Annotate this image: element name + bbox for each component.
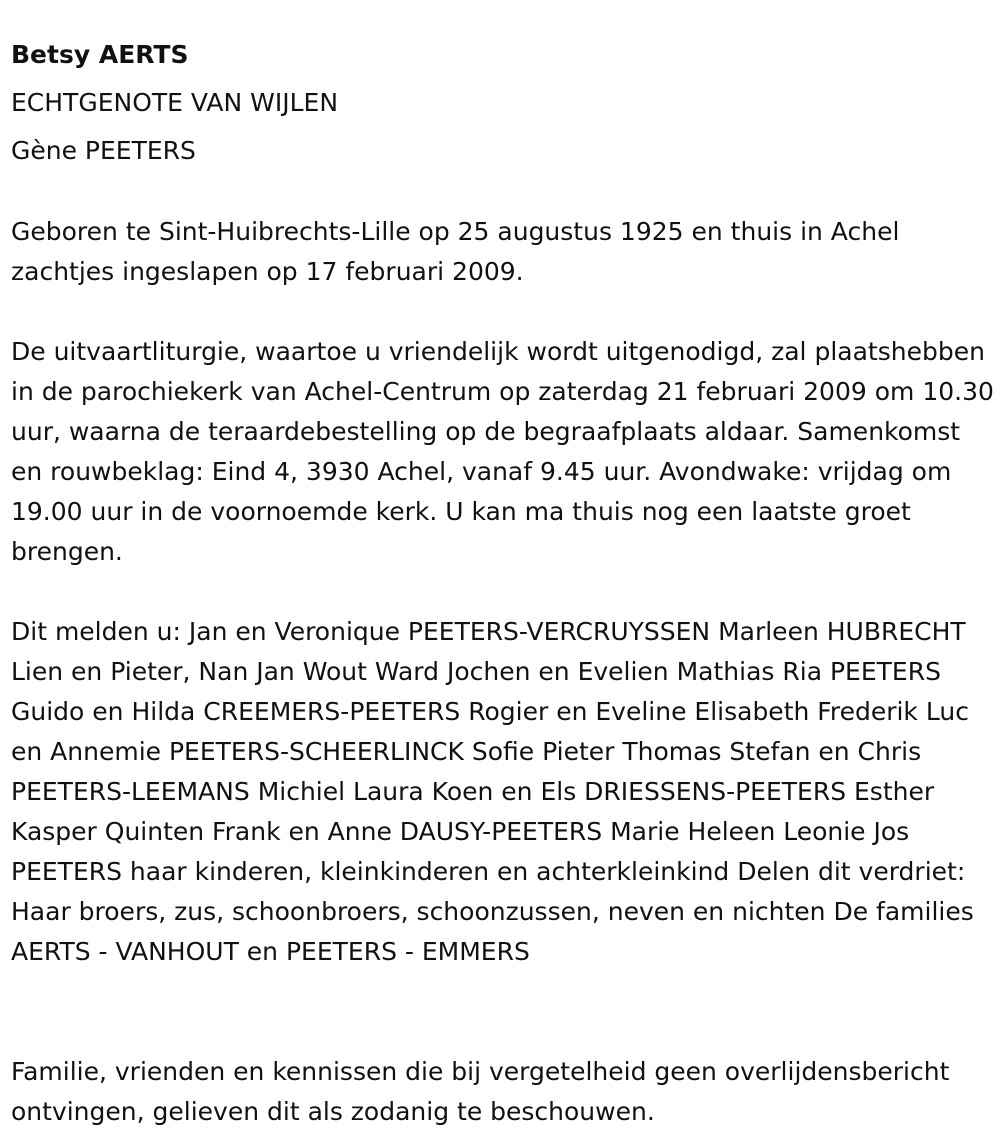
birth-death-paragraph: Geboren te Sint-Huibrechts-Lille op 25 augustus 1925 en thuis in Achel zachtjes ingeslapen op 17 februari 2009. bbox=[11, 217, 900, 286]
closing-paragraph: Familie, vrienden en kennissen die bij vergetelheid geen overlijdensbericht ontvingen, gelieven dit als zodanig te beschouwen. bbox=[11, 1057, 950, 1126]
announcers-paragraph: Dit melden u: Jan en Veronique PEETERS-VERCRUYSSEN Marleen HUBRECHT Lien en Pieter, Nan Jan Wout Ward Jochen en Evelien Mathias Ria PEETERS Guido en Hilda CREEMERS-PEETERS Rogier en Eveline Elisabeth Frederik Luc en Annemie PEETERS-SCHEERLINCK Sofie Pieter Thomas Stefan en Chris PEETERS-LEEMANS Michiel Laura Koen en Els DRIESSENS-PEETERS Esther Kasper Quinten Frank en Anne DAUSY-PEETERS Marie Heleen Leonie Jos PEETERS haar kinderen, kleinkinderen en achterkleinkind Delen dit verdriet: Haar broers, zus, schoonbroers, schoonzussen, neven en nichten De families AERTS - VANHOUT en PEETERS - EMMERS bbox=[11, 617, 974, 966]
spouse-name: Gène PEETERS bbox=[11, 136, 196, 165]
relation-line: ECHTGENOTE VAN WIJLEN bbox=[11, 88, 339, 117]
funeral-paragraph: De uitvaartliturgie, waartoe u vriendelijk wordt uitgenodigd, zal plaatshebben in de parochiekerk van Achel-Centrum op zaterdag 21 februari 2009 om 10.30 uur, waarna de teraardebestelling op de begraafplaats aldaar. Samenkomst en rouwbeklag: Eind 4, 3930 Achel, vanaf 9.45 uur. Avondwake: vrijdag om 19.00 uur in de voornoemde kerk. U kan ma thuis nog een laatste groet brengen. bbox=[11, 337, 994, 566]
deceased-name: Betsy AERTS bbox=[11, 40, 189, 69]
obituary-header bbox=[11, 38, 338, 168]
